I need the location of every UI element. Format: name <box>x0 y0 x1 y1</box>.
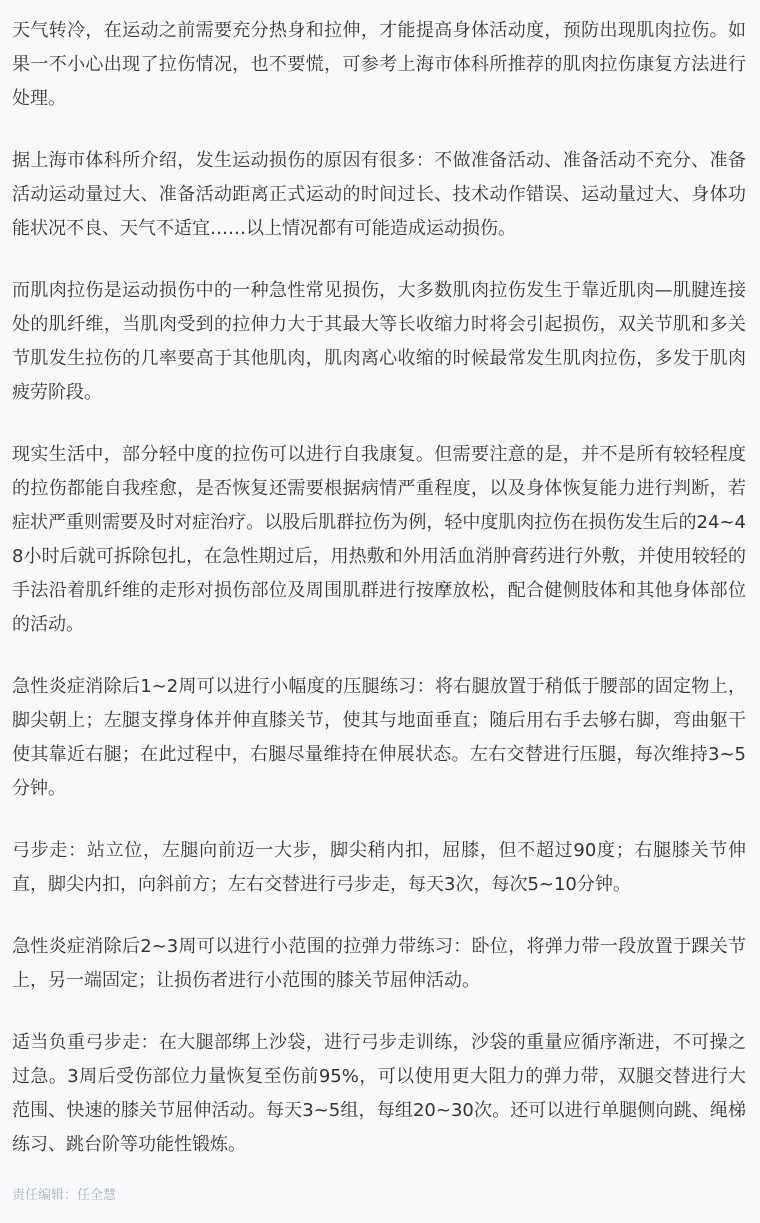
paragraph-intro: 天气转冷，在运动之前需要充分热身和拉伸，才能提高身体活动度，预防出现肌肉拉伤。如果一不小心出现了拉伤情况，也不要慌，可参考上海市体科所推荐的肌肉拉伤康复方法进行处理。 <box>12 20 746 109</box>
paragraph-leg-press-exercise: 急性炎症消除后1~2周可以进行小幅度的压腿练习：将右腿放置于稍低于腰部的固定物上，脚尖朝上；左腿支撑身体并伸直膝关节，使其与地面垂直；随后用右手去够右脚，弯曲躯干使其靠近右腿；在此过程中，右腿尽量维持在伸展状态。左右交替进行压腿，每次维持3~5分钟。 <box>12 676 746 799</box>
paragraph-lunge-walk: 弓步走：站立位，左腿向前迈一大步，脚尖稍内扣，屈膝，但不超过90度；右腿膝关节伸直，脚尖内扣，向斜前方；左右交替进行弓步走，每天3次，每次5~10分钟。 <box>12 840 746 895</box>
paragraph-self-recovery: 现实生活中，部分轻中度的拉伤可以进行自我康复。但需要注意的是，并不是所有较轻程度的拉伤都能自我痊愈，是否恢复还需要根据病情严重程度，以及身体恢复能力进行判断，若症状严重则需要及时对症治疗。以股后肌群拉伤为例，轻中度肌肉拉伤在损伤发生后的24~48小时后就可拆除包扎，在急性期过后，用热敷和外用活血消肿膏药进行外敷，并使用较轻的手法沿着肌纤维的走形对损伤部位及周围肌群进行按摩放松，配合健侧肢体和其他身体部位的活动。 <box>12 444 746 635</box>
paragraph-injury-causes: 据上海市体科所介绍，发生运动损伤的原因有很多：不做准备活动、准备活动不充分、准备活动运动量过大、准备活动距离正式运动的时间过长、技术动作错误、运动量过大、身体功能状况不良、天气不适宜……以上情况都有可能造成运动损伤。 <box>12 150 746 239</box>
paragraph-muscle-strain: 而肌肉拉伤是运动损伤中的一种急性常见损伤，大多数肌肉拉伤发生于靠近肌肉—肌腱连接处的肌纤维，当肌肉受到的拉伸力大于其最大等长收缩力时将会引起损伤，双关节肌和多关节肌发生拉伤的几率要高于其他肌肉，肌肉离心收缩的时候最常发生肌肉拉伤，多发于肌肉疲劳阶段。 <box>12 280 746 403</box>
paragraph-weighted-lunge: 适当负重弓步走：在大腿部绑上沙袋，进行弓步走训练，沙袋的重量应循序渐进，不可操之过急。3周后受伤部位力量恢复至伤前95%，可以使用更大阻力的弹力带，双腿交替进行大范围、快速的膝关节屈伸活动。每天3~5组，每组20~30次。还可以进行单腿侧向跳、绳梯练习、跳台阶等功能性锻炼。 <box>12 1032 746 1155</box>
paragraph-elastic-band: 急性炎症消除后2~3周可以进行小范围的拉弹力带练习：卧位，将弹力带一段放置于踝关节上，另一端固定；让损伤者进行小范围的膝关节屈伸活动。 <box>12 936 746 991</box>
editor-credit: 责任编辑：任全慧 <box>12 1188 117 1203</box>
